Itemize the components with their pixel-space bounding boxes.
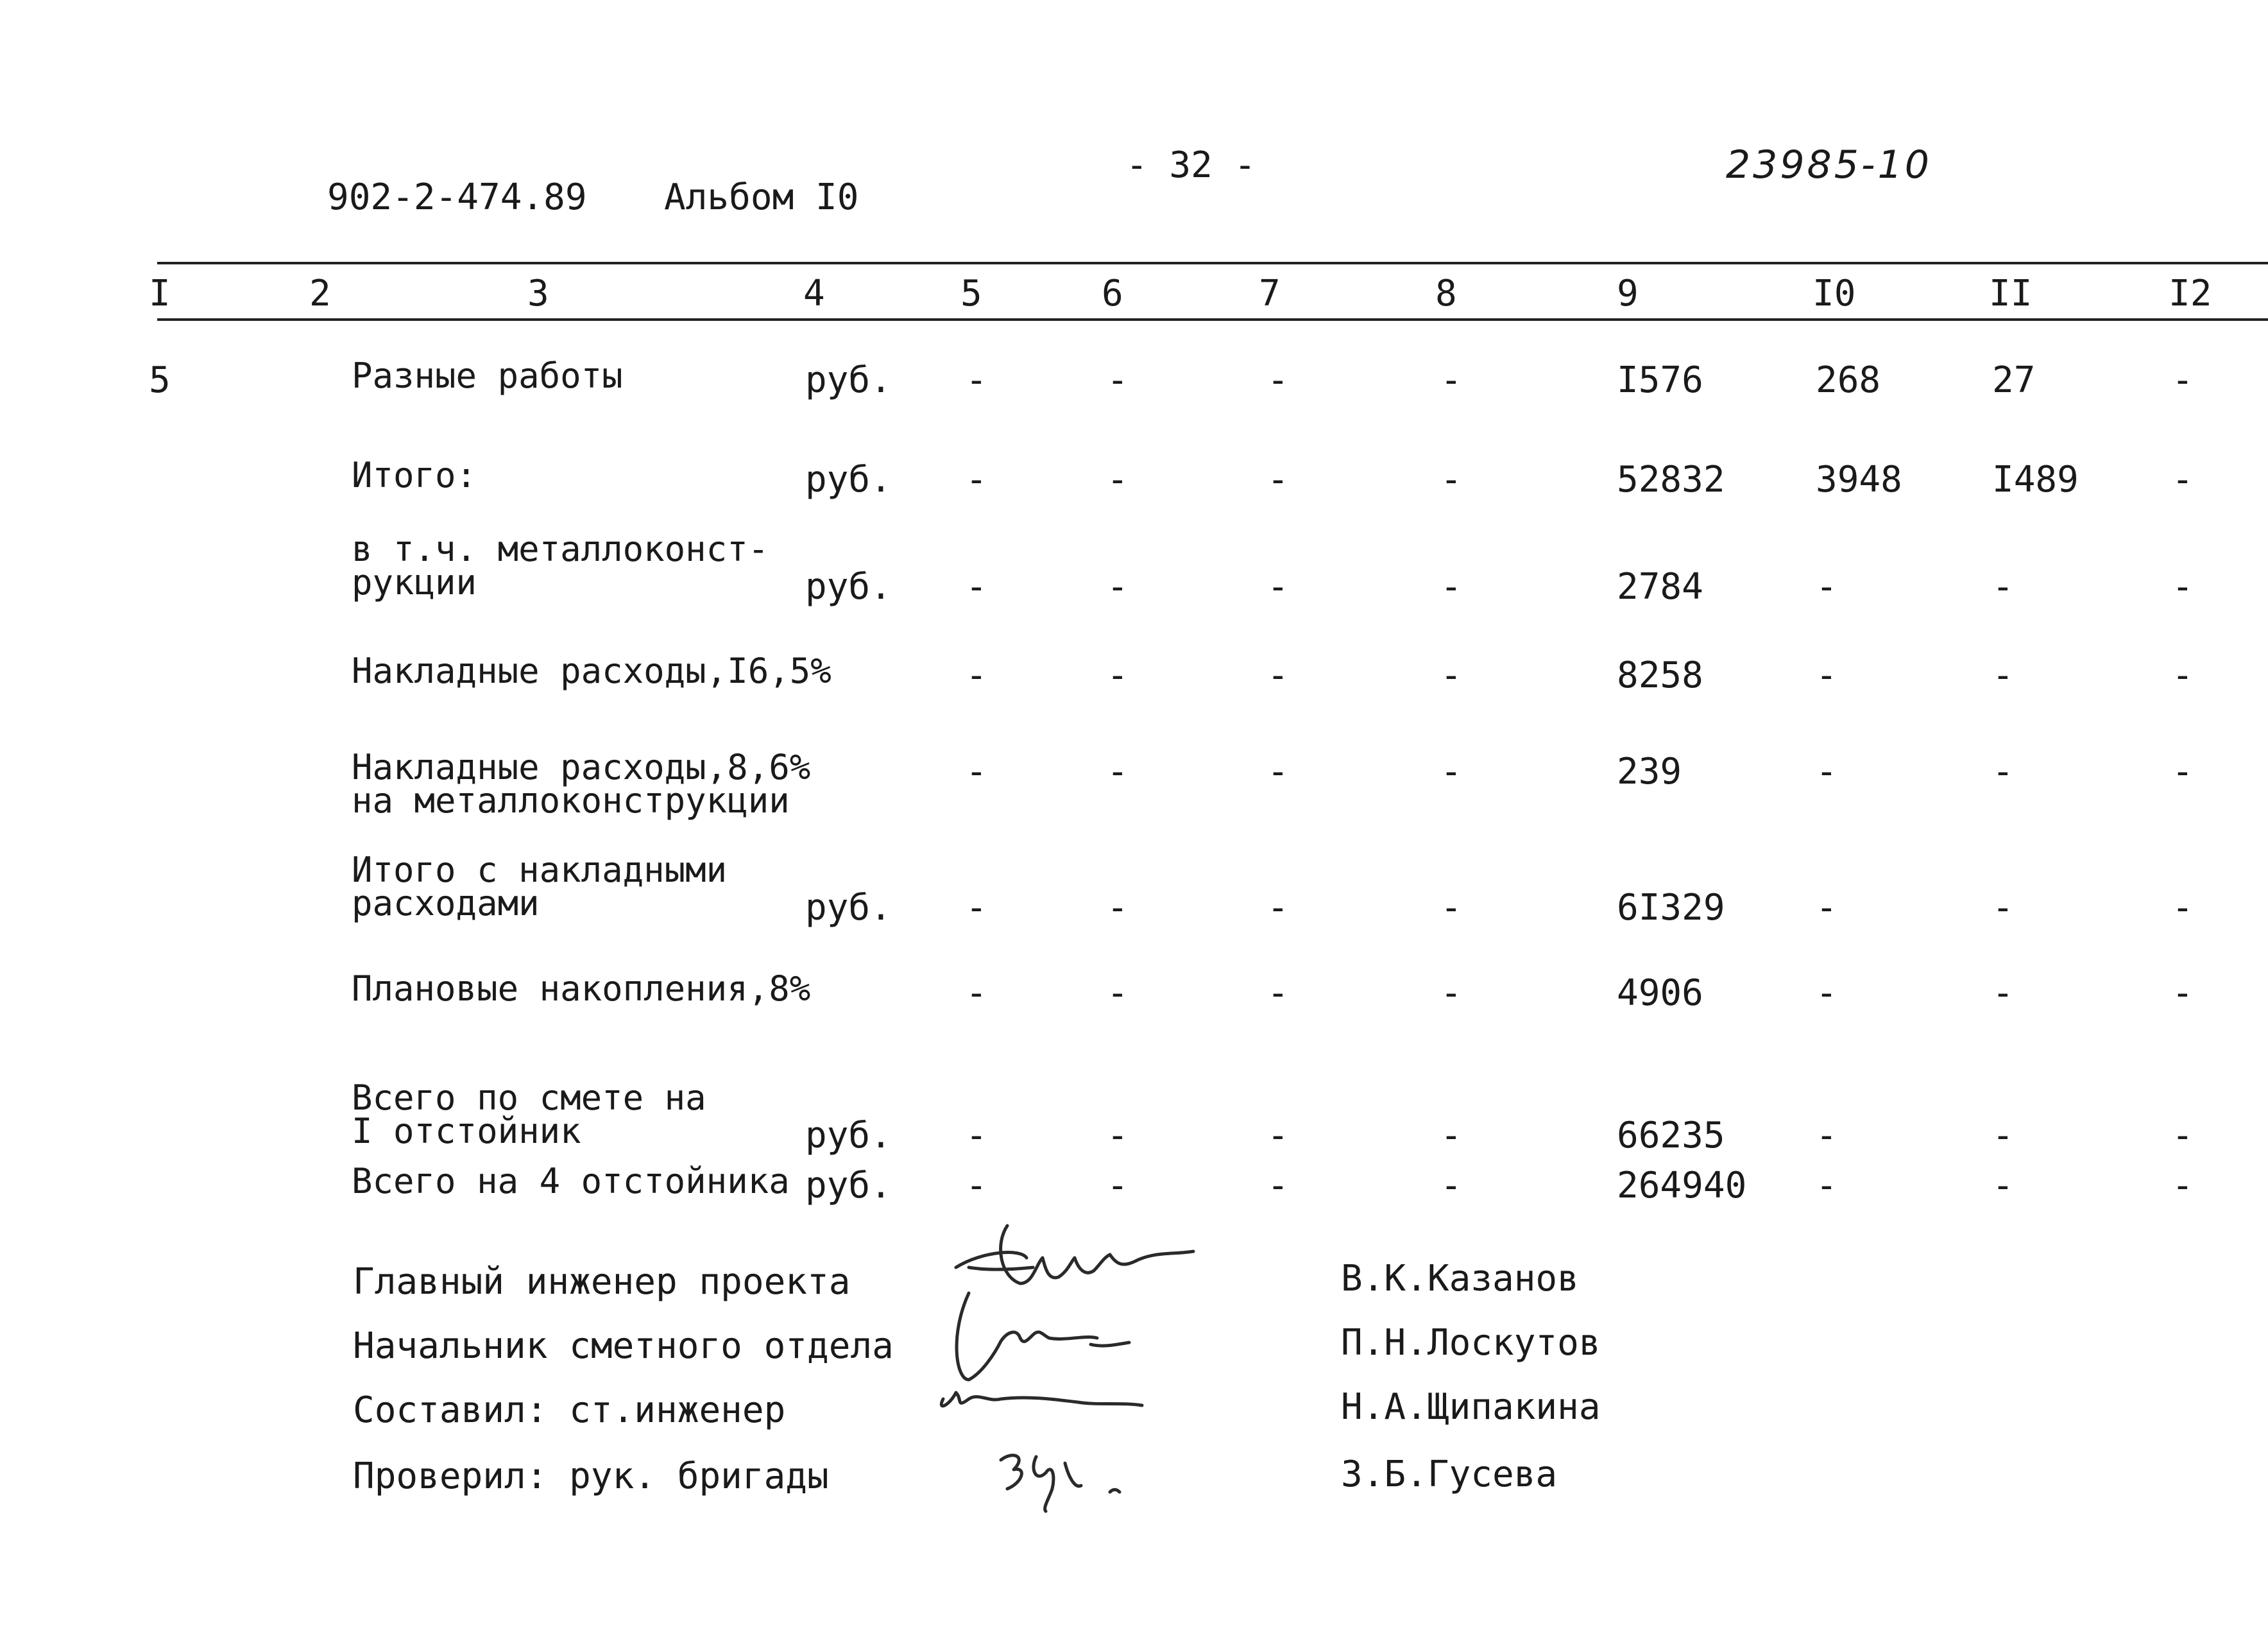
value-cell: - bbox=[2172, 972, 2194, 1014]
unit-cell: руб. bbox=[805, 566, 892, 608]
column-header: 6 bbox=[1102, 273, 1123, 314]
handwritten-signatures bbox=[930, 1206, 1328, 1527]
value-cell: 3948 bbox=[1816, 459, 1902, 501]
value-cell: 239 bbox=[1617, 751, 1682, 793]
row-label: Всего на 4 отстойника bbox=[352, 1161, 790, 1201]
value-cell: - bbox=[1440, 972, 1462, 1014]
value-cell: - bbox=[1816, 1165, 1837, 1206]
value-cell: - bbox=[1816, 566, 1837, 608]
row-label: Накладные расходы,I6,5% bbox=[352, 651, 831, 691]
signature-name: В.К.Казанов bbox=[1341, 1258, 1579, 1300]
value-cell: - bbox=[2172, 1165, 2194, 1206]
value-cell: - bbox=[1992, 566, 2014, 608]
column-header: 7 bbox=[1259, 273, 1281, 314]
doc-number: 902-2-474.89 bbox=[327, 176, 587, 218]
column-header: I bbox=[149, 273, 171, 314]
value-cell: 4906 bbox=[1617, 972, 1703, 1014]
column-header: 9 bbox=[1617, 273, 1639, 314]
value-cell: - bbox=[1440, 459, 1462, 501]
value-cell: - bbox=[1107, 972, 1129, 1014]
value-cell: - bbox=[1992, 655, 2014, 696]
value-cell: - bbox=[1440, 655, 1462, 696]
value-cell: - bbox=[1440, 751, 1462, 793]
signature-3 bbox=[941, 1393, 1142, 1406]
column-header: 4 bbox=[803, 273, 825, 314]
value-cell: 264940 bbox=[1617, 1165, 1747, 1206]
value-cell: 6I329 bbox=[1617, 887, 1725, 929]
value-cell: - bbox=[1992, 751, 2014, 793]
value-cell: 2784 bbox=[1617, 566, 1703, 608]
handwritten-reference: 23985-10 bbox=[1726, 142, 1932, 187]
value-cell: - bbox=[1107, 459, 1129, 501]
value-cell: - bbox=[1816, 655, 1837, 696]
value-cell: - bbox=[1816, 972, 1837, 1014]
row-label: Всего по смете на I отстойник bbox=[352, 1077, 706, 1151]
album-label: Альбом I0 bbox=[664, 176, 859, 218]
column-header: 3 bbox=[527, 273, 549, 314]
unit-cell: руб. bbox=[805, 1165, 892, 1206]
signature-name: З.Б.Гусева bbox=[1341, 1454, 1558, 1495]
value-cell: - bbox=[966, 972, 987, 1014]
value-cell: 27 bbox=[1992, 359, 2036, 401]
unit-cell: руб. bbox=[805, 459, 892, 501]
page-number: - 32 - bbox=[1126, 144, 1256, 186]
value-cell: I489 bbox=[1992, 459, 2079, 501]
value-cell: - bbox=[1440, 887, 1462, 929]
value-cell: - bbox=[1267, 566, 1289, 608]
unit-cell: руб. bbox=[805, 887, 892, 929]
value-cell: - bbox=[2172, 1115, 2194, 1156]
value-cell: - bbox=[966, 359, 987, 401]
signature-role: Начальник сметного отдела bbox=[353, 1325, 894, 1367]
signature-role: Составил: ст.инженер bbox=[353, 1389, 786, 1431]
value-cell: - bbox=[1107, 751, 1129, 793]
value-cell: - bbox=[1267, 655, 1289, 696]
value-cell: - bbox=[1107, 566, 1129, 608]
value-cell: 8258 bbox=[1617, 655, 1703, 696]
signature-4 bbox=[1001, 1455, 1120, 1511]
row-label: Итого с накладными расходами bbox=[352, 850, 728, 923]
value-cell: - bbox=[1992, 1115, 2014, 1156]
value-cell: - bbox=[966, 655, 987, 696]
column-header: 5 bbox=[960, 273, 982, 314]
value-cell: - bbox=[1816, 1115, 1837, 1156]
column-header: I2 bbox=[2169, 273, 2212, 314]
unit-cell: руб. bbox=[805, 359, 892, 401]
value-cell: - bbox=[1267, 751, 1289, 793]
value-cell: - bbox=[1107, 887, 1129, 929]
signature-name: Н.А.Щипакина bbox=[1341, 1386, 1601, 1428]
row-label: Итого: bbox=[352, 455, 477, 495]
value-cell: - bbox=[1267, 972, 1289, 1014]
value-cell: I576 bbox=[1617, 359, 1703, 401]
value-cell: - bbox=[1107, 1165, 1129, 1206]
value-cell: - bbox=[2172, 751, 2194, 793]
value-cell: - bbox=[1107, 655, 1129, 696]
row-label: Плановые накопления,8% bbox=[352, 968, 811, 1009]
value-cell: - bbox=[966, 459, 987, 501]
value-cell: - bbox=[1267, 1115, 1289, 1156]
value-cell: - bbox=[1816, 751, 1837, 793]
value-cell: - bbox=[1440, 1115, 1462, 1156]
value-cell: - bbox=[1267, 359, 1289, 401]
value-cell: - bbox=[1816, 887, 1837, 929]
value-cell: - bbox=[1440, 566, 1462, 608]
value-cell: - bbox=[1440, 359, 1462, 401]
value-cell: 52832 bbox=[1617, 459, 1725, 501]
value-cell: 66235 bbox=[1617, 1115, 1725, 1156]
signature-name: П.Н.Лоскутов bbox=[1341, 1322, 1601, 1364]
value-cell: - bbox=[966, 1165, 987, 1206]
value-cell: - bbox=[2172, 566, 2194, 608]
signature-2 bbox=[957, 1293, 1129, 1380]
signature-role: Главный инженер проекта bbox=[353, 1261, 851, 1303]
value-cell: - bbox=[1267, 1165, 1289, 1206]
value-cell: - bbox=[1267, 459, 1289, 501]
signature-1 bbox=[956, 1226, 1193, 1283]
value-cell: - bbox=[966, 751, 987, 793]
value-cell: - bbox=[2172, 655, 2194, 696]
value-cell: - bbox=[966, 1115, 987, 1156]
value-cell: 268 bbox=[1816, 359, 1881, 401]
value-cell: - bbox=[1440, 1165, 1462, 1206]
row-number: 5 bbox=[149, 359, 171, 401]
value-cell: - bbox=[1992, 972, 2014, 1014]
column-header: II bbox=[1989, 273, 2033, 314]
value-cell: - bbox=[2172, 887, 2194, 929]
signature-role: Проверил: рук. бригады bbox=[353, 1455, 829, 1497]
row-label: Разные работы bbox=[352, 356, 623, 396]
unit-cell: руб. bbox=[805, 1115, 892, 1156]
column-header: 8 bbox=[1435, 273, 1457, 314]
value-cell: - bbox=[1107, 359, 1129, 401]
value-cell: - bbox=[1107, 1115, 1129, 1156]
value-cell: - bbox=[1267, 887, 1289, 929]
column-header: I0 bbox=[1812, 273, 1856, 314]
table-header-rule bbox=[157, 318, 2268, 321]
value-cell: - bbox=[966, 566, 987, 608]
row-label: в т.ч. металлоконст- рукции bbox=[352, 529, 769, 603]
value-cell: - bbox=[1992, 1165, 2014, 1206]
value-cell: - bbox=[2172, 459, 2194, 501]
value-cell: - bbox=[2172, 359, 2194, 401]
value-cell: - bbox=[966, 887, 987, 929]
row-label: Накладные расходы,8,6% на металлоконструкции bbox=[352, 747, 811, 821]
table-top-rule bbox=[157, 262, 2268, 264]
column-header: 2 bbox=[309, 273, 331, 314]
value-cell: - bbox=[1992, 887, 2014, 929]
